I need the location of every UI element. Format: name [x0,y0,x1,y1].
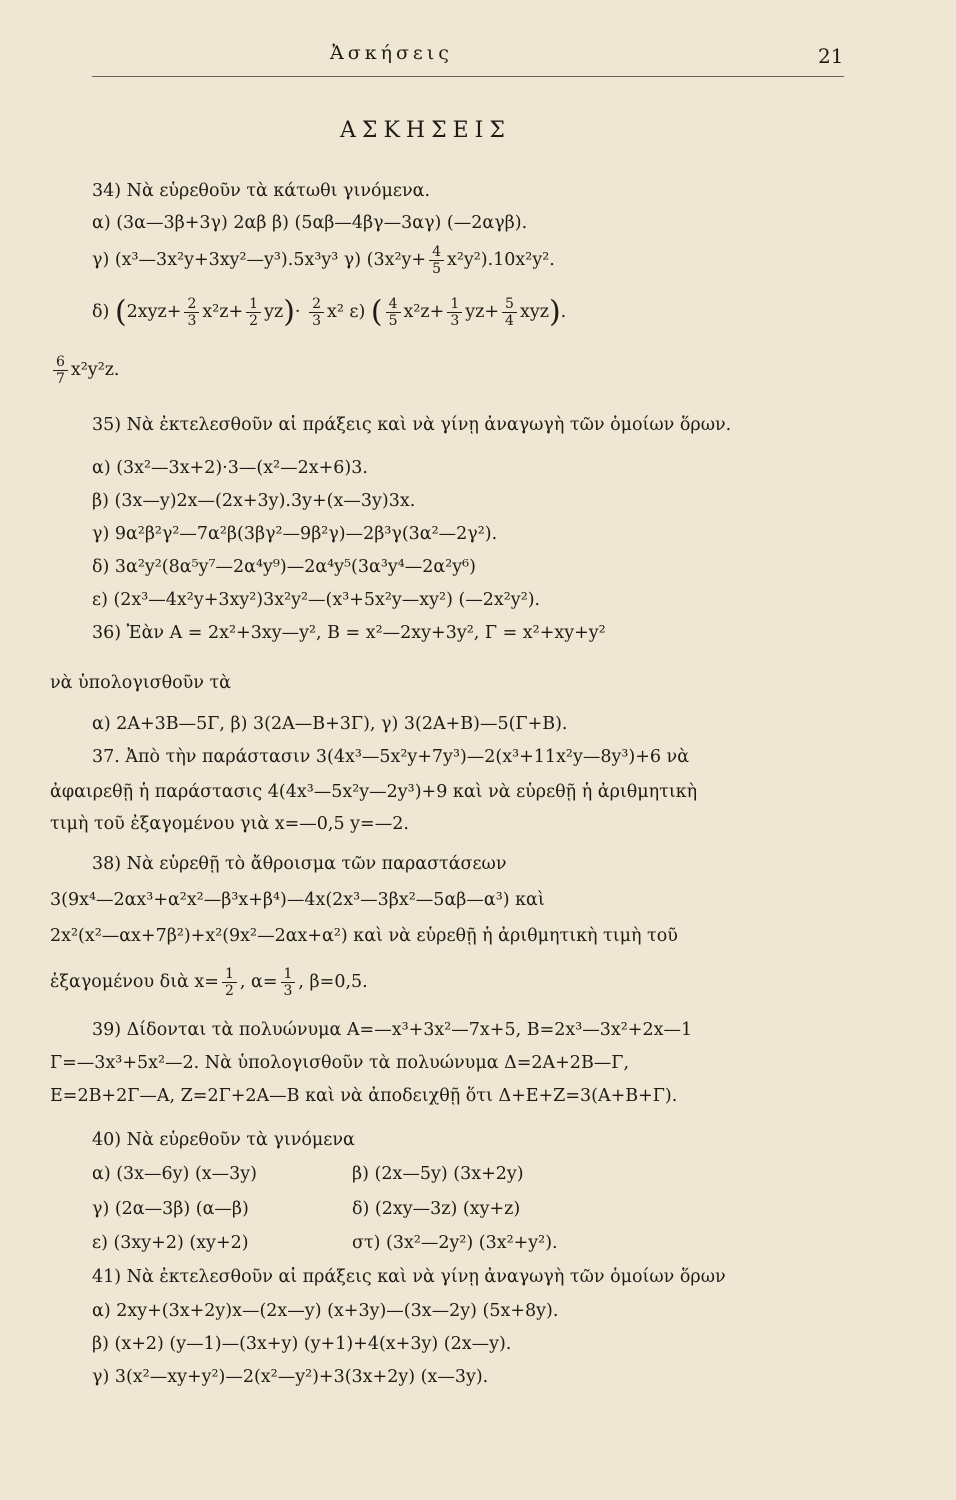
ex40-st: στ) (3x²—2y²) (3x²+y²). [352,1233,558,1253]
ex37-line2: ἀφαιρεθῇ ἡ παράστασις 4(4x³—5x²y—2y³)+9 καὶ νὰ εὑρεθῇ ἡ ἀριθμητικὴ [50,782,698,802]
header-rule [92,76,844,77]
ex40-e: ε) (3xy+2) (xy+2) [92,1233,249,1253]
ex40-d: δ) (2xy—3z) (xy+z) [352,1199,521,1219]
page-number: 21 [818,44,844,68]
ex40-b: β) (2x—5y) (3x+2y) [352,1164,524,1184]
ex36-line2: νὰ ὑπολογισθοῦν τὰ [50,673,231,693]
ex41-g: γ) 3(x²—xy+y²)—2(x²—y²)+3(3x+2y) (x—3y). [92,1367,489,1387]
running-head: Ἀσκήσεις [330,42,453,64]
ex38-line3: 2x²(x²—αx+7β²)+x²(9x²—2αx+α²) καὶ νὰ εὑρεθῇ ἡ ἀριθμητικὴ τιμὴ τοῦ [50,926,678,946]
fraction-6-7: $\frac{6}{7}$ [53,354,68,387]
fraction-x: $\frac{1}{2}$ [222,966,237,999]
ex40-g: γ) (2α—3β) (α—β) [92,1199,249,1219]
ex41-a: α) 2xy+(3x+2y)x—(2x—y) (x+3y)—(3x—2y) (5x+8y). [92,1301,559,1321]
ex34-tail-line: $\frac{6}{7}$ x²y²z. [50,354,120,387]
ex35-g: γ) 9α²β²γ²—7α²β(3βγ²—9β²γ)—2β³γ(3α²—2γ²). [92,524,498,544]
ex34-a-b: α) (3α—3β+3γ) 2αβ β) (5αβ—4βγ—3αγ) (—2αγβ). [92,213,528,233]
ex38-line1: 38) Νὰ εὑρεθῇ τὸ ἄθροισμα τῶν παραστάσεων [92,854,507,874]
ex39-line2: Γ=—3x³+5x²—2. Νὰ ὑπολογισθοῦν τὰ πολυώνυμα Δ=2A+2B—Γ, [50,1053,630,1073]
ex36-line1: 36) Ἐὰν A = 2x²+3xy—y², B = x²—2xy+3y², Γ = x²+xy+y² [92,623,606,643]
fraction-2-3-b: $\frac{2}{3}$ [309,296,324,329]
ex34-intro: 34) Νὰ εὑρεθοῦν τὰ κάτωθι γινόμενα. [92,181,431,201]
section-title: ΑΣΚΗΣΕΙΣ [340,118,511,143]
ex40-a: α) (3x—6y) (x—3y) [92,1164,257,1184]
ex35-d: δ) 3α²y²(8α⁵y⁷—2α⁴y⁹)—2α⁴y⁵(3α³y⁴—2α²y⁶) [92,557,476,577]
ex36-line3: α) 2A+3B—5Γ, β) 3(2A—B+3Γ), γ) 3(2A+B)—5(Γ+B). [92,714,568,734]
ex39-line3: E=2B+2Γ—A, Z=2Γ+2A—B καὶ νὰ ἀποδειχθῇ ὅτι Δ+E+Z=3(A+B+Γ). [50,1086,678,1106]
fraction-4-5: $\frac{4}{5}$ [429,244,444,277]
ex35-b: β) (3x—y)2x—(2x+3y).3y+(x—3y)3x. [92,491,416,511]
fraction-1-2: $\frac{1}{2}$ [246,296,261,329]
ex37-line1: 37. Ἀπὸ τὴν παράστασιν 3(4x³—5x²y+7y³)—2(x³+11x²y—8y³)+6 νὰ [92,747,690,767]
ex34-d-line: δ) (2xyz+ $\frac{2}{3}$ x²z+ $\frac{1}{2}$ yz)· $\frac{2}{3}$ x² ε) ( $\frac{4}{5}$ x²z+ $\frac{1}{3}$ yz+ $\frac{5}{4}$ xyz). [92,294,567,330]
fraction-a: $\frac{1}{3}$ [281,966,296,999]
ex35-a: α) (3x²—3x+2)·3—(x²—2x+6)3. [92,458,368,478]
ex39-line1: 39) Δίδονται τὰ πολυώνυμα A=—x³+3x²—7x+5, B=2x³—3x²+2x—1 [92,1020,693,1040]
ex35-intro: 35) Νὰ ἐκτελεσθοῦν αἱ πράξεις καὶ νὰ γίνῃ ἀναγωγὴ τῶν ὁμοίων ὅρων. [92,415,732,435]
ex37-line3: τιμὴ τοῦ ἐξαγομένου γιὰ x=—0,5 y=—2. [50,814,409,834]
fraction-5-4: $\frac{5}{4}$ [502,296,517,329]
ex41-intro: 41) Νὰ ἐκτελεσθοῦν αἱ πράξεις καὶ νὰ γίνῃ ἀναγωγὴ τῶν ὁμοίων ὅρων [92,1267,726,1287]
ex34-g-left: γ) (x³—3x²y+3xy²—y³).5x³y³ γ) (3x²y+ [92,250,427,270]
ex34-g-right: x²y²).10x²y². [446,250,555,270]
fraction-4-5-b: $\frac{4}{5}$ [386,296,401,329]
ex38-line2: 3(9x⁴—2αx³+α²x²—β³x+β⁴)—4x(2x³—3βx²—5αβ—α³) καὶ [50,890,545,910]
ex38-line4: ἐξαγομένου διὰ x= $\frac{1}{2}$ , α= $\frac{1}{3}$ , β=0,5. [50,966,368,999]
ex34-g-line [92,244,555,277]
fraction-2-3: $\frac{2}{3}$ [184,296,199,329]
fraction-1-3: $\frac{1}{3}$ [447,296,462,329]
ex41-b: β) (x+2) (y—1)—(3x+y) (y+1)+4(x+3y) (2x—y). [92,1334,512,1354]
ex35-e: ε) (2x³—4x²y+3xy²)3x²y²—(x³+5x²y—xy²) (—2x²y²). [92,590,541,610]
ex40-intro: 40) Νὰ εὑρεθοῦν τὰ γινόμενα [92,1130,355,1150]
